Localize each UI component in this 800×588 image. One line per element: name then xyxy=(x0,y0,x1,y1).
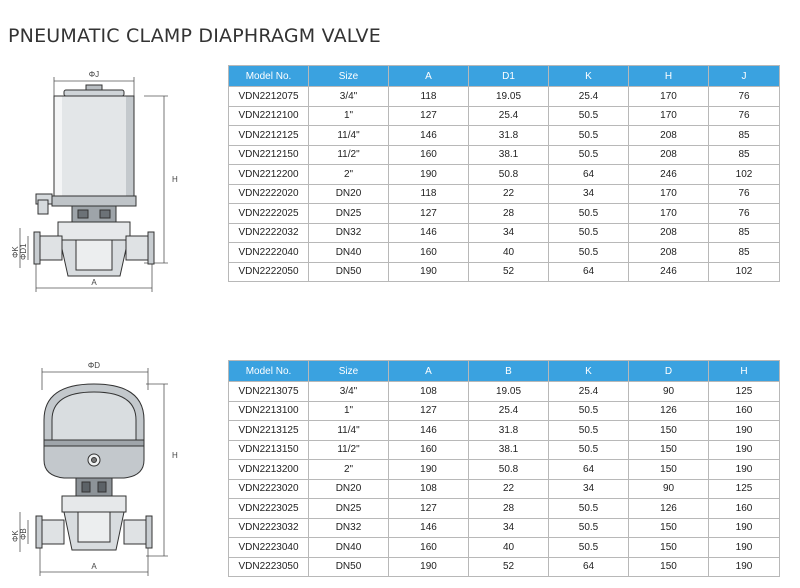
dim-label-j: ΦJ xyxy=(88,70,100,79)
cell-a: 146 xyxy=(389,421,469,441)
cell-size: 11/2" xyxy=(309,145,389,165)
cell-d: 150 xyxy=(629,538,709,558)
cell-model: VDN2223025 xyxy=(229,499,309,519)
cell-model: VDN2223032 xyxy=(229,518,309,538)
cell-d1: 38.1 xyxy=(469,145,549,165)
cell-h: 160 xyxy=(709,499,780,519)
cell-h: 125 xyxy=(709,382,780,402)
cell-d1: 31.8 xyxy=(469,126,549,146)
cell-k: 50.5 xyxy=(549,538,629,558)
cell-model: VDN2212125 xyxy=(229,126,309,146)
cell-model: VDN2213125 xyxy=(229,421,309,441)
dim-label-h: H xyxy=(172,175,178,184)
cell-a: 127 xyxy=(389,499,469,519)
cell-k: 50.5 xyxy=(549,440,629,460)
cell-d: 150 xyxy=(629,557,709,577)
cell-k: 25.4 xyxy=(549,87,629,107)
cell-k: 50.5 xyxy=(549,499,629,519)
cell-d: 90 xyxy=(629,382,709,402)
table-row xyxy=(229,401,780,421)
cell-size: DN32 xyxy=(309,518,389,538)
dim-label-b: ΦB xyxy=(19,528,28,540)
cell-model: VDN2213200 xyxy=(229,460,309,480)
table-row xyxy=(229,460,780,480)
table-row xyxy=(229,440,780,460)
cell-h: 170 xyxy=(629,184,709,204)
cell-model: VDN2212075 xyxy=(229,87,309,107)
dim-label-a: A xyxy=(91,278,97,287)
cell-h: 170 xyxy=(629,204,709,224)
table-row xyxy=(229,145,780,165)
cell-size: DN20 xyxy=(309,479,389,499)
cell-d: 150 xyxy=(629,518,709,538)
cell-d1: 52 xyxy=(469,262,549,282)
cell-a: 190 xyxy=(389,262,469,282)
table-row xyxy=(229,223,780,243)
col-header-model: Model No. xyxy=(229,361,309,382)
cell-a: 146 xyxy=(389,126,469,146)
cell-size: 11/4" xyxy=(309,421,389,441)
col-header-h: H xyxy=(709,361,780,382)
col-header-d1: D1 xyxy=(469,66,549,87)
cell-j: 85 xyxy=(709,243,780,263)
col-header-b: B xyxy=(469,361,549,382)
table-row xyxy=(229,165,780,185)
cell-k: 64 xyxy=(549,460,629,480)
cell-h: 125 xyxy=(709,479,780,499)
cell-h: 190 xyxy=(709,460,780,480)
cell-size: 1" xyxy=(309,401,389,421)
cell-d: 150 xyxy=(629,421,709,441)
cell-k: 50.5 xyxy=(549,204,629,224)
cell-d1: 28 xyxy=(469,204,549,224)
cell-b: 34 xyxy=(469,518,549,538)
cell-a: 190 xyxy=(389,557,469,577)
cell-h: 246 xyxy=(629,165,709,185)
table-row xyxy=(229,499,780,519)
cell-a: 118 xyxy=(389,87,469,107)
cell-a: 146 xyxy=(389,518,469,538)
cell-size: 2" xyxy=(309,460,389,480)
cell-size: DN25 xyxy=(309,499,389,519)
cell-j: 76 xyxy=(709,184,780,204)
col-header-a: A xyxy=(389,66,469,87)
cell-model: VDN2222025 xyxy=(229,204,309,224)
dim-label-a: A xyxy=(91,562,97,571)
cell-a: 127 xyxy=(389,204,469,224)
table-row xyxy=(229,557,780,577)
cell-k: 50.5 xyxy=(549,126,629,146)
table-row xyxy=(229,126,780,146)
col-header-model: Model No. xyxy=(229,66,309,87)
spec-table-cylinder xyxy=(228,65,780,282)
cell-size: DN25 xyxy=(309,204,389,224)
table-row xyxy=(229,518,780,538)
col-header-size: Size xyxy=(309,361,389,382)
cell-h: 190 xyxy=(709,518,780,538)
cell-d1: 19.05 xyxy=(469,87,549,107)
cell-k: 64 xyxy=(549,557,629,577)
cell-model: VDN2213150 xyxy=(229,440,309,460)
cell-size: DN50 xyxy=(309,262,389,282)
cell-j: 85 xyxy=(709,126,780,146)
table-row xyxy=(229,106,780,126)
cell-model: VDN2223020 xyxy=(229,479,309,499)
cell-a: 160 xyxy=(389,243,469,263)
cell-model: VDN2222020 xyxy=(229,184,309,204)
col-header-k: K xyxy=(549,66,629,87)
cell-j: 76 xyxy=(709,204,780,224)
cell-d1: 22 xyxy=(469,184,549,204)
cell-model: VDN2212100 xyxy=(229,106,309,126)
cell-a: 108 xyxy=(389,479,469,499)
cell-size: DN32 xyxy=(309,223,389,243)
cell-a: 108 xyxy=(389,382,469,402)
cell-size: DN50 xyxy=(309,557,389,577)
cell-model: VDN2213075 xyxy=(229,382,309,402)
cell-h: 160 xyxy=(709,401,780,421)
table-row xyxy=(229,382,780,402)
dim-label-d1: ΦD1 xyxy=(19,243,28,260)
cell-b: 22 xyxy=(469,479,549,499)
cell-h: 170 xyxy=(629,106,709,126)
cell-h: 208 xyxy=(629,126,709,146)
cell-h: 208 xyxy=(629,243,709,263)
cell-k: 50.5 xyxy=(549,401,629,421)
cell-size: 3/4" xyxy=(309,382,389,402)
table-row xyxy=(229,243,780,263)
cell-j: 85 xyxy=(709,223,780,243)
cell-k: 50.5 xyxy=(549,421,629,441)
valve-drawing-cylinder xyxy=(11,68,198,300)
cell-a: 160 xyxy=(389,538,469,558)
valve-drawing-dome xyxy=(11,360,198,582)
cell-model: VDN2212200 xyxy=(229,165,309,185)
col-header-a: A xyxy=(389,361,469,382)
cell-k: 34 xyxy=(549,184,629,204)
cell-b: 25.4 xyxy=(469,401,549,421)
cell-d: 90 xyxy=(629,479,709,499)
table-row xyxy=(229,421,780,441)
dim-label-h: H xyxy=(172,451,178,460)
cell-h: 190 xyxy=(709,421,780,441)
cell-a: 190 xyxy=(389,460,469,480)
cell-h: 190 xyxy=(709,538,780,558)
cell-size: 11/2" xyxy=(309,440,389,460)
cell-a: 127 xyxy=(389,401,469,421)
cell-j: 85 xyxy=(709,145,780,165)
cell-k: 34 xyxy=(549,479,629,499)
cell-b: 40 xyxy=(469,538,549,558)
cell-j: 102 xyxy=(709,165,780,185)
cell-a: 127 xyxy=(389,106,469,126)
col-header-j: J xyxy=(709,66,780,87)
cell-model: VDN2212150 xyxy=(229,145,309,165)
cell-k: 50.5 xyxy=(549,106,629,126)
cell-h: 208 xyxy=(629,223,709,243)
cell-a: 190 xyxy=(389,165,469,185)
cell-k: 50.5 xyxy=(549,243,629,263)
cell-b: 38.1 xyxy=(469,440,549,460)
cell-a: 146 xyxy=(389,223,469,243)
cell-k: 64 xyxy=(549,262,629,282)
table-row xyxy=(229,262,780,282)
cell-model: VDN2223040 xyxy=(229,538,309,558)
cell-a: 160 xyxy=(389,440,469,460)
dim-label-d: ΦD xyxy=(87,361,101,370)
col-header-size: Size xyxy=(309,66,389,87)
cell-size: 2" xyxy=(309,165,389,185)
col-header-h: H xyxy=(629,66,709,87)
cell-d1: 40 xyxy=(469,243,549,263)
cell-k: 50.5 xyxy=(549,223,629,243)
cell-d: 150 xyxy=(629,440,709,460)
table-row xyxy=(229,184,780,204)
cell-d1: 34 xyxy=(469,223,549,243)
table-row xyxy=(229,204,780,224)
cell-model: VDN2223050 xyxy=(229,557,309,577)
cell-h: 190 xyxy=(709,440,780,460)
cell-j: 76 xyxy=(709,106,780,126)
cell-b: 31.8 xyxy=(469,421,549,441)
cell-d: 150 xyxy=(629,460,709,480)
cell-k: 64 xyxy=(549,165,629,185)
cell-a: 160 xyxy=(389,145,469,165)
cell-b: 52 xyxy=(469,557,549,577)
cell-d: 126 xyxy=(629,401,709,421)
table-row xyxy=(229,87,780,107)
cell-k: 50.5 xyxy=(549,518,629,538)
table-row xyxy=(229,538,780,558)
cell-model: VDN2222032 xyxy=(229,223,309,243)
cell-h: 190 xyxy=(709,557,780,577)
cell-d: 126 xyxy=(629,499,709,519)
spec-table-dome xyxy=(228,360,780,577)
cell-d1: 50.8 xyxy=(469,165,549,185)
cell-j: 102 xyxy=(709,262,780,282)
table-header-row xyxy=(229,361,780,382)
cell-b: 28 xyxy=(469,499,549,519)
col-header-d: D xyxy=(629,361,709,382)
cell-h: 208 xyxy=(629,145,709,165)
cell-j: 76 xyxy=(709,87,780,107)
table-row xyxy=(229,479,780,499)
cell-h: 170 xyxy=(629,87,709,107)
cell-model: VDN2222050 xyxy=(229,262,309,282)
cell-size: 3/4" xyxy=(309,87,389,107)
col-header-k: K xyxy=(549,361,629,382)
dim-label-k: ΦK xyxy=(11,246,20,258)
cell-size: DN40 xyxy=(309,538,389,558)
cell-size: DN20 xyxy=(309,184,389,204)
cell-d1: 25.4 xyxy=(469,106,549,126)
page-title: PNEUMATIC CLAMP DIAPHRAGM VALVE xyxy=(8,24,381,47)
cell-k: 25.4 xyxy=(549,382,629,402)
cell-model: VDN2222040 xyxy=(229,243,309,263)
cell-size: 11/4" xyxy=(309,126,389,146)
cell-k: 50.5 xyxy=(549,145,629,165)
cell-h: 246 xyxy=(629,262,709,282)
cell-model: VDN2213100 xyxy=(229,401,309,421)
table-header-row xyxy=(229,66,780,87)
cell-size: 1" xyxy=(309,106,389,126)
cell-b: 50.8 xyxy=(469,460,549,480)
cell-a: 118 xyxy=(389,184,469,204)
cell-b: 19.05 xyxy=(469,382,549,402)
cell-size: DN40 xyxy=(309,243,389,263)
dim-label-k: ΦK xyxy=(11,530,20,542)
